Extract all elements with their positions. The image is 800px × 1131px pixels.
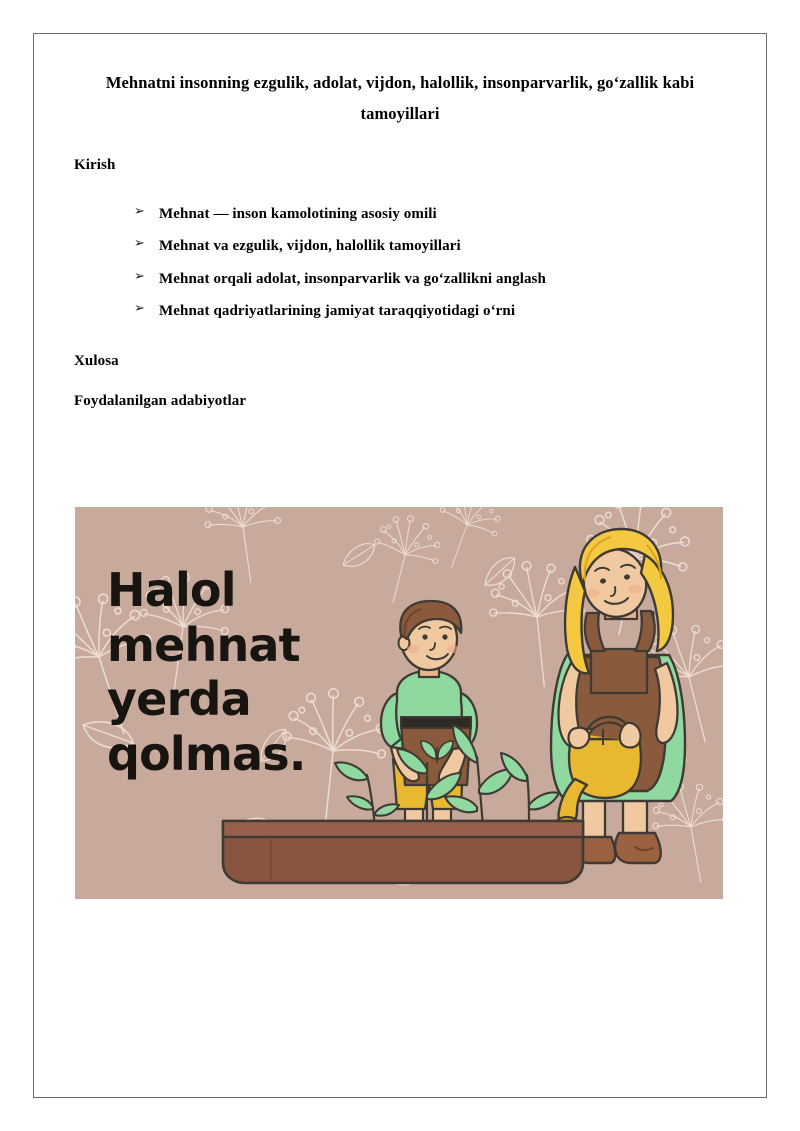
poster-slogan-line-2: mehnat [107,617,300,672]
document-body [74,68,726,410]
list-item-label: Mehnat — inson kamolotining asosiy omili [159,206,437,223]
heading-foydalanilgan-adabiyotlar: Foydalanilgan adabiyotlar [74,393,247,410]
poster-image [75,507,723,899]
poster-slogan-line-3: yerda [107,672,251,727]
planter-box [223,821,583,883]
list-item-label: Mehnat qadriyatlarining jamiyat taraqqiyotidagi o‘rni [159,302,516,319]
arrow-bullet-icon: ➢ [134,268,145,284]
arrow-bullet-icon: ➢ [134,204,145,220]
page-title [74,68,726,129]
arrow-bullet-icon: ➢ [134,300,145,316]
intro-bullet-list [74,198,726,327]
poster-slogan-line-1: Halol [107,563,236,617]
heading-kirish: Kirish [74,157,116,174]
list-item-label: Mehnat orqali adolat, insonparvarlik va go‘zallikni anglash [159,270,546,287]
spacer-before-intro [74,129,726,157]
page-title-line-1: Mehnatni insonning ezgulik, adolat, vijdon, halollik, insonparvarlik, go‘zallik kabi [105,73,695,92]
list-item [74,263,726,295]
poster-slogan-line-4: qolmas. [107,727,306,782]
spacer-before-conclusion [74,327,726,353]
arrow-bullet-icon: ➢ [134,236,145,252]
list-item [74,230,726,262]
list-item [74,295,726,327]
spacer-before-references [74,370,726,393]
poster-slogan [107,563,397,782]
list-item [74,198,726,230]
spacer-before-list [74,174,726,198]
page-title-line-2: tamoyillari [360,103,440,123]
document-page [33,33,767,1098]
heading-xulosa: Xulosa [74,353,119,370]
list-item-label: Mehnat va ezgulik, vijdon, halollik tamoyillari [159,238,461,255]
